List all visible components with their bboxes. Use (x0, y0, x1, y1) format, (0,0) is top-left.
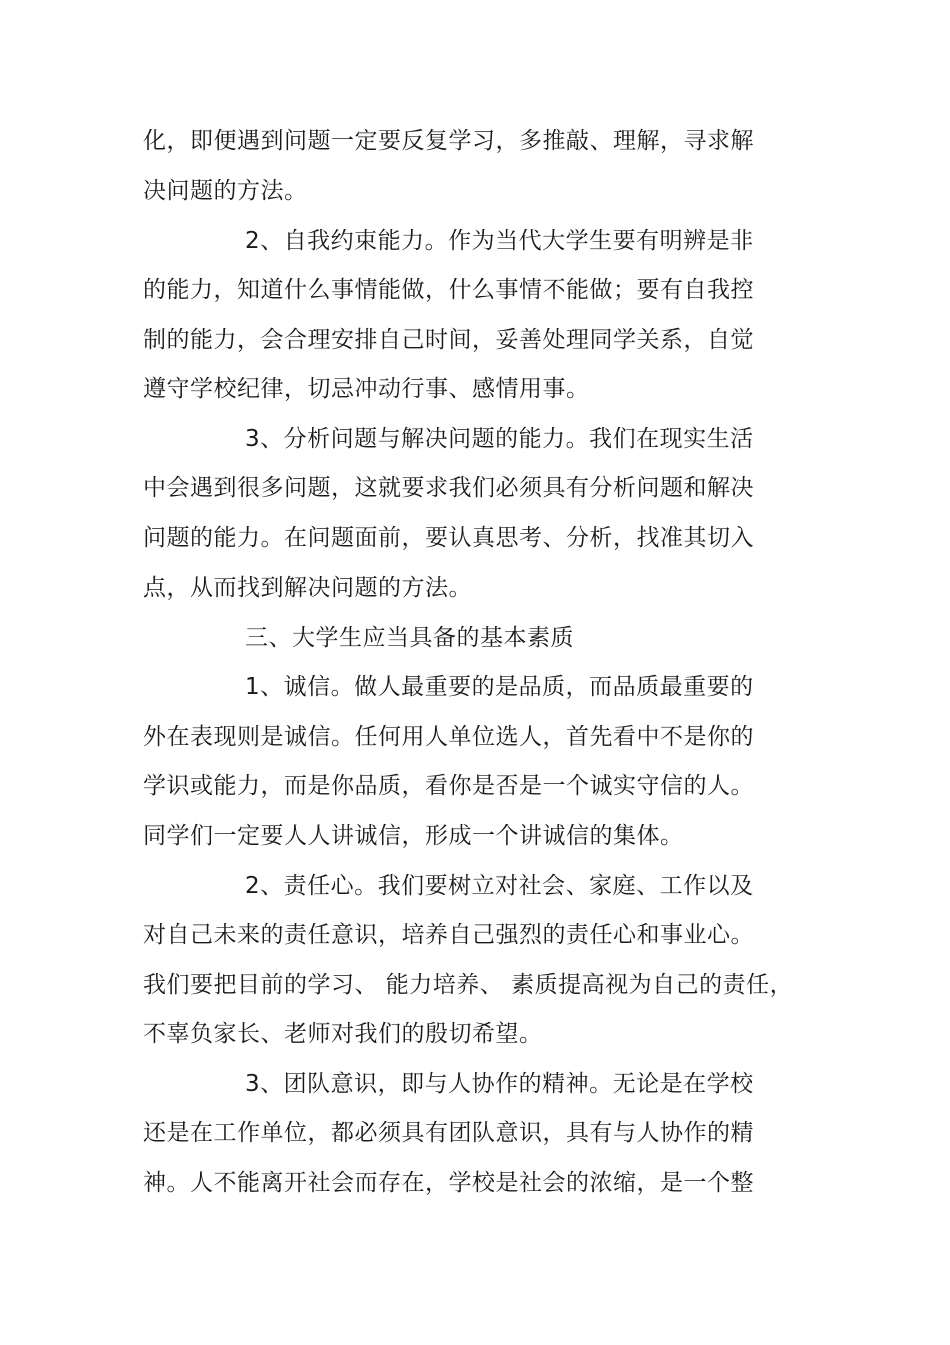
text-line: 对自己未来的责任意识，培养自己强烈的责任心和事业心。 (143, 922, 754, 948)
section-heading: 三、大学生应当具备的基本素质 (245, 625, 574, 651)
text-line: 神。人不能离开社会而存在，学校是社会的浓缩，是一个整 (143, 1170, 754, 1196)
paragraph-heading: 3、分析问题与解决问题的能力。我们在现实生活 (245, 426, 754, 452)
text-line: 学识或能力，而是你品质，看你是否是一个诚实守信的人。 (143, 773, 754, 799)
paragraph-heading: 1、诚信。做人最重要的是品质，而品质最重要的 (245, 674, 754, 700)
text-line: 决问题的方法。 (143, 178, 308, 204)
text-line: 中会遇到很多问题，这就要求我们必须具有分析问题和解决 (143, 475, 754, 501)
text-line: 问题的能力。在问题面前，要认真思考、分析，找准其切入 (143, 525, 754, 551)
text-line: 点，从而找到解决问题的方法。 (143, 575, 472, 601)
text-line: 制的能力，会合理安排自己时间，妥善处理同学关系，自觉 (143, 327, 754, 353)
text-line: 同学们一定要人人讲诚信，形成一个讲诚信的集体。 (143, 823, 684, 849)
text-line: 的能力，知道什么事情能做，什么事情不能做；要有自我控 (143, 277, 754, 303)
text-line: 外在表现则是诚信。任何用人单位选人，首先看中不是你的 (143, 724, 754, 750)
paragraph-heading: 2、自我约束能力。作为当代大学生要有明辨是非 (245, 228, 754, 254)
paragraph-heading: 2、责任心。我们要树立对社会、家庭、工作以及 (245, 873, 754, 899)
text-line: 还是在工作单位，都必须具有团队意识，具有与人协作的精 (143, 1120, 754, 1146)
text-line: 我们要把目前的学习、 能力培养、 素质提高视为自己的责任， (143, 972, 794, 998)
text-line: 不辜负家长、老师对我们的殷切希望。 (143, 1021, 543, 1047)
text-line: 化，即便遇到问题一定要反复学习，多推敲、理解，寻求解 (143, 128, 754, 154)
text-line: 遵守学校纪律，切忌冲动行事、感情用事。 (143, 376, 590, 402)
paragraph-heading: 3、团队意识，即与人协作的精神。无论是在学校 (245, 1071, 754, 1097)
